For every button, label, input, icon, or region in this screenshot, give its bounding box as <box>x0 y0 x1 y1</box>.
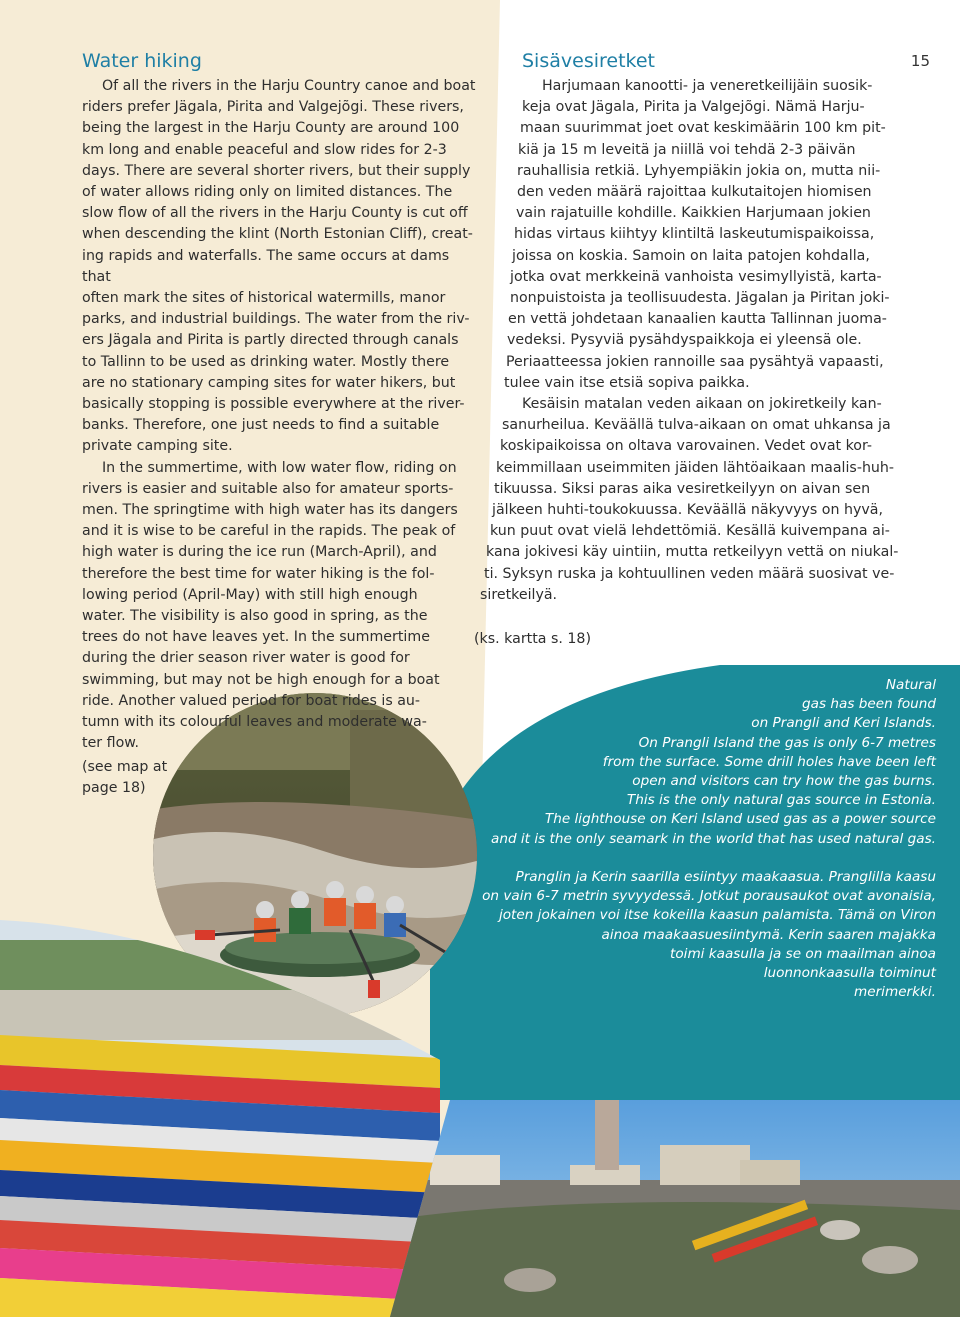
finnish-line: hidas virtaus kiihtyy klintiltä laskeutumispaikoissa, <box>514 226 875 243</box>
finnish-line: vedeksi. Pysyviä pysähdyspaikkoja ei yleensä ole. <box>507 332 862 349</box>
finnish-line: rauhallisia retkiä. Lyhyempiäkin jokia on, mutta nii- <box>517 162 881 179</box>
finnish-line: koskipaikoissa on oltava varovainen. Vedet ovat kor- <box>500 438 873 455</box>
callout-en-line: open and visitors can try how the gas burns. <box>632 773 936 790</box>
english-line: ter flow. <box>82 735 140 752</box>
finnish-line: Kesäisin matalan veden aikaan on jokiretkeily kan- <box>522 396 882 413</box>
finnish-line: ti. Syksyn ruska ja kohtuullinen veden määrä suosivat ve- <box>484 565 895 582</box>
english-line: parks, and industrial buildings. The water from the riv- <box>82 311 470 328</box>
callout-fi-line: ainoa maakaasuesiintymä. Kerin saaren majakka <box>601 926 936 943</box>
finnish-line: den veden määrä rajoittaa kulkutaitojen hiomisen <box>517 184 872 201</box>
english-line: tumn with its colourful leaves and moderate wa- <box>82 714 427 731</box>
callout-fi-line: Pranglin ja Kerin saarilla esiintyy maakaasua. Pranglilla kaasu <box>515 869 936 885</box>
finnish-line: kiä ja 15 m leveitä ja niillä voi tehdä 2-3 päivän <box>518 141 856 158</box>
finnish-line: Harjumaan kanootti- ja veneretkeilijäin suosik- <box>542 78 873 94</box>
callout-en-line: On Prangli Island the gas is only 6-7 metres <box>638 734 936 751</box>
callout-en-line: from the surface. Some drill holes have been left <box>602 753 936 770</box>
english-line: km long and enable peaceful and slow rides for 2-3 <box>82 141 447 158</box>
english-line: trees do not have leaves yet. In the summertime <box>82 629 430 646</box>
english-line: ing rapids and waterfalls. The same occurs at dams that <box>82 247 450 285</box>
english-line: during the drier season river water is good for <box>82 650 410 667</box>
english-line: therefore the best time for water hiking is the fol- <box>82 565 435 582</box>
finnish-line: siretkeilyä. <box>480 586 558 603</box>
english-line: basically stopping is possible everywhere at the river- <box>82 396 465 413</box>
callout-fi-line: toimi kaasulla ja se on maailman ainoa <box>670 945 936 962</box>
english-line: men. The springtime with high water has its dangers <box>82 502 458 519</box>
english-map-ref-line-1: (see map at <box>82 759 168 775</box>
english-line: of water allows riding only on limited distances. The <box>82 184 453 201</box>
finnish-line: vain rajatuille kohdille. Kaikkien Harjumaan jokien <box>516 205 871 222</box>
finnish-heading: Sisävesiretket <box>522 50 655 72</box>
english-line: days. There are several shorter rivers, but their supply <box>82 162 471 179</box>
english-line: riders prefer Jägala, Pirita and Valgejõgi. These rivers, <box>82 99 464 116</box>
english-line: slow flow of all the rivers in the Harju County is cut off <box>82 205 468 222</box>
finnish-line: maan suurimmat joet ovat keskimäärin 100 km pit- <box>520 120 886 137</box>
page-number: 15 <box>910 52 930 70</box>
kayaks-photo <box>0 920 440 1317</box>
english-line: to Tallinn to be used as drinking water. Mostly there <box>82 353 450 370</box>
callout-fi-line: merimerkki. <box>853 984 936 1001</box>
finnish-body <box>480 76 900 606</box>
callout-en-line: The lighthouse on Keri Island used gas as a power source <box>544 811 936 828</box>
english-line: are no stationary camping sites for water hikers, but <box>82 374 456 391</box>
english-line: swimming, but may not be high enough for a boat <box>82 671 440 688</box>
finnish-line: nonpuistoista ja teollisuudesta. Jägalan ja Piritan joki- <box>510 290 890 307</box>
finnish-line: en vettä johdetaan kanaalien kautta Tallinnan juoma- <box>508 311 887 328</box>
callout-en-line: and it is the only seamark in the world that has used natural gas. <box>491 830 936 847</box>
english-line: private camping site. <box>82 438 233 455</box>
english-map-ref-line-2: page 18) <box>82 780 146 796</box>
finnish-line: jälkeen huhti-toukokuussa. Keväällä näkyvyys on hyvä, <box>492 502 883 519</box>
english-body <box>82 76 482 755</box>
finnish-line: kun puut ovat vielä lehdettömiä. Kesällä kuivempana ai- <box>490 523 890 540</box>
english-line: and it is wise to be careful in the rapids. The peak of <box>82 523 456 540</box>
english-line: often mark the sites of historical watermills, manor <box>82 290 446 307</box>
callout-en-line: gas has been found <box>802 696 936 713</box>
finnish-line: Periaatteessa jokien rannoille saa pysähtyä vapaasti, <box>506 353 884 370</box>
finnish-line: tulee vain itse etsiä sopiva paikka. <box>504 374 750 391</box>
english-line: lowing period (April-May) with still high enough <box>82 586 418 603</box>
callout-en-line: on Prangli and Keri Islands. <box>751 715 936 732</box>
english-line: rivers is easier and suitable also for amateur sports- <box>82 480 454 497</box>
english-heading: Water hiking <box>82 50 202 72</box>
callout-fi-line: on vain 6-7 metrin syvyydessä. Jotkut porausaukot ovat avonaisia, <box>482 888 936 905</box>
english-line: Of all the rivers in the Harju Country canoe and boat <box>102 78 476 94</box>
english-line: water. The visibility is also good in spring, as the <box>82 608 428 625</box>
english-line: ride. Another valued period for boat rides is au- <box>82 692 421 709</box>
callout-fi-line: joten jokainen voi itse kokeilla kaasun palamista. Tämä on Viron <box>498 907 936 924</box>
finnish-line: kana jokivesi käy uintiin, mutta retkeilyyn vettä on niukal- <box>486 544 899 561</box>
lighthouse-photo <box>390 1020 960 1317</box>
finnish-line: sanurheilua. Keväällä tulva-aikaan on omat uhkansa ja <box>502 417 891 434</box>
english-line: banks. Therefore, one just needs to find a suitable <box>82 417 440 434</box>
english-line: high water is during the ice run (March-April), and <box>82 544 437 561</box>
callout-finnish <box>456 868 936 1002</box>
english-line: ers Jägala and Pirita is partly directed through canals <box>82 332 459 349</box>
callout-fi-line: luonnonkaasulla toiminut <box>763 965 936 982</box>
finnish-line: keja ovat Jägala, Pirita ja Valgejõgi. Nämä Harju- <box>522 99 865 116</box>
english-line: In the summertime, with low water flow, riding on <box>102 459 457 476</box>
finnish-line: jotka ovat merkkeinä vanhoista vesimyllyistä, karta- <box>510 268 882 285</box>
callout-en-line: This is the only natural gas source in Estonia. <box>626 792 936 809</box>
finnish-line: joissa on koskia. Samoin on laita patojen kohdalla, <box>512 247 870 264</box>
english-line: being the largest in the Harju County are around 100 <box>82 120 460 137</box>
callout-en-line: Natural <box>885 677 936 693</box>
finnish-line: keimmillaan useimmiten jäiden lähtöaikaan maalis-huh- <box>496 459 895 476</box>
english-line: when descending the klint (North Estonian Cliff), creat- <box>82 226 473 243</box>
finnish-map-ref: (ks. kartta s. 18) <box>474 631 591 647</box>
callout-english <box>456 676 936 849</box>
finnish-line: tikuussa. Siksi paras aika vesiretkeilyyn on aivan sen <box>494 480 871 497</box>
